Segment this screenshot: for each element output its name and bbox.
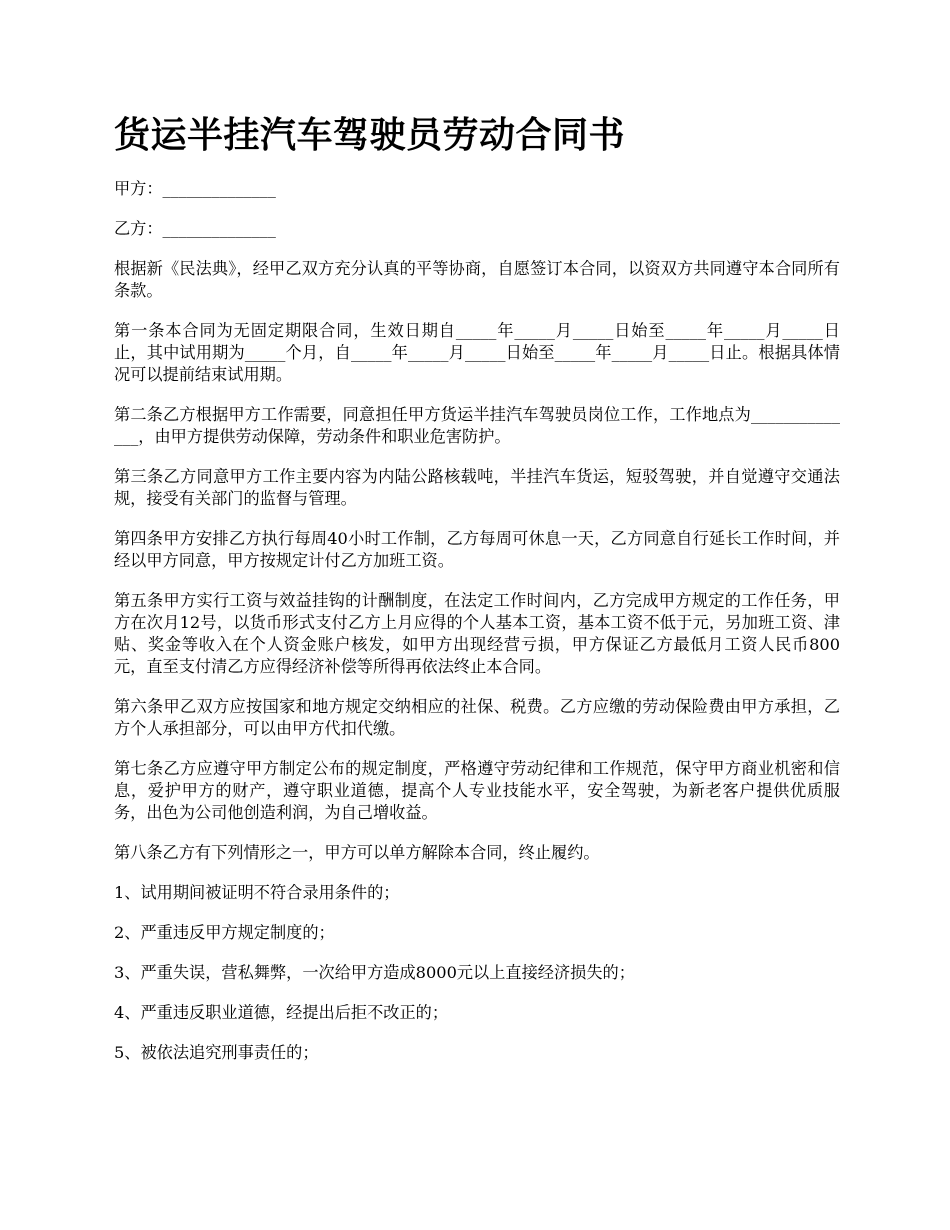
article-1-paragraph: 第一条本合同为无固定期限合同，生效日期自_____年_____月_____日始至_____年_____月_____日止，其中试用期为_____个月，自_____年_____月_____日始至_____年_____月_____日止。根据具体情况可以提前结束试用期。 <box>114 321 840 384</box>
list-item: 1、试用期间被证明不符合录用条件的； <box>114 883 400 902</box>
article-7-paragraph: 第七条乙方应遵守甲方制定公布的规定制度，严格遵守劳动纪律和工作规范，保守甲方商业机密和信息，爱护甲方的财产，遵守职业道德，提高个人专业技能水平，安全驾驶，为新老客户提供优质服务，出色为公司他创造利润，为自己增收益。 <box>114 759 840 822</box>
list-item: 4、严重违反职业道德，经提出后拒不改正的； <box>114 1003 449 1022</box>
article-6-paragraph: 第六条甲乙双方应按国家和地方规定交纳相应的社保、税费。乙方应缴的劳动保险费由甲方承担，乙方个人承担部分，可以由甲方代扣代缴。 <box>114 697 840 738</box>
party-a-line: 甲方：______________ <box>114 179 276 198</box>
list-item: 2、严重违反甲方规定制度的； <box>114 923 335 942</box>
list-item: 3、严重失误，营私舞弊，一次给甲方造成8000元以上直接经济损失的； <box>114 963 635 982</box>
article-3-paragraph: 第三条乙方同意甲方工作主要内容为内陆公路核载吨，半挂汽车货运，短驳驾驶，并自觉遵守交通法规，接受有关部门的监督与管理。 <box>114 467 840 508</box>
party-b-line: 乙方：______________ <box>114 219 276 238</box>
preamble-paragraph: 根据新《民法典》，经甲乙双方充分认真的平等协商，自愿签订本合同，以资双方共同遵守本合同所有条款。 <box>114 259 840 300</box>
article-4-paragraph: 第四条甲方安排乙方执行每周40小时工作制，乙方每周可休息一天，乙方同意自行延长工作时间，并经以甲方同意，甲方按规定计付乙方加班工资。 <box>114 529 840 570</box>
article-5-paragraph: 第五条甲方实行工资与效益挂钩的计酬制度，在法定工作时间内，乙方完成甲方规定的工作任务，甲方在次月12号，以货币形式支付乙方上月应得的个人基本工资，基本工资不低于元，另加班工资、津贴、奖金等收入在个人资金账户核发，如甲方出现经营亏损，甲方保证乙方最低月工资人民币800元，直至支付清乙方应得经济补偿等所得再依法终止本合同。 <box>114 591 840 676</box>
contract-document <box>114 112 840 1082</box>
article-2-paragraph: 第二条乙方根据甲方工作需要，同意担任甲方货运半挂汽车驾驶员岗位工作，工作地点为______________，由甲方提供劳动保障，劳动条件和职业危害防护。 <box>114 405 840 446</box>
list-item: 5、被依法追究刑事责任的； <box>114 1043 319 1062</box>
article-8-paragraph: 第八条乙方有下列情形之一，甲方可以单方解除本合同，终止履约。 <box>114 843 600 862</box>
document-title: 货运半挂汽车驾驶员劳动合同书 <box>114 115 626 156</box>
